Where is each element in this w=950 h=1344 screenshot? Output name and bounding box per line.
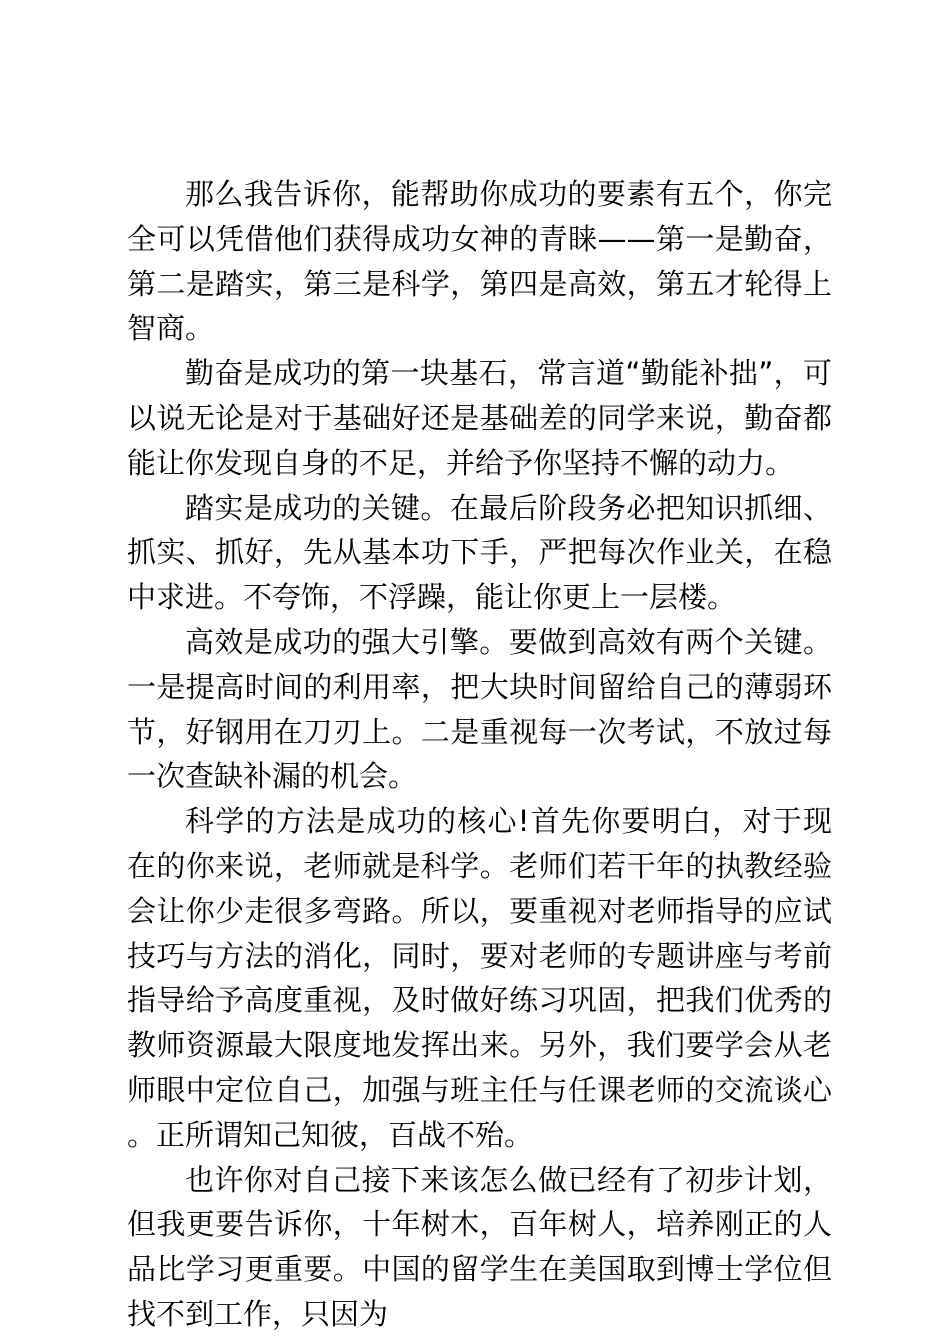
paragraph-steadiness: 踏实是成功的关键。在最后阶段务必把知识抓细、抓实、抓好，先从基本功下手，严把每次作业关，在稳中求进。不夸饰，不浮躁，能让你更上一层楼。: [127, 490, 832, 615]
paragraph-scientific-method: 科学的方法是成功的核心!首先你要明白，对于现在的你来说，老师就是科学。老师们若干年的执教经验会让你少走很多弯路。所以，要重视对老师指导的应试技巧与方法的消化，同时，要对老师的专题讲座与考前指导给予高度重视，及时做好练习巩固，把我们优秀的教师资源最大限度地发挥出来。另外，我们要学会从老师眼中定位自己，加强与班主任与任课老师的交流谈心。正所谓知己知彼，百战不殆。: [127, 804, 832, 1152]
paragraph-success-factors: 那么我告诉你，能帮助你成功的要素有五个，你完全可以凭借他们获得成功女神的青睐——第一是勤奋，第二是踏实，第三是科学，第四是高效，第五才轮得上智商。: [127, 177, 832, 346]
paragraph-diligence: 勤奋是成功的第一块基石，常言道“勤能补拙”，可以说无论是对于基础好还是基础差的同学来说，勤奋都能让你发现自身的不足，并给予你坚持不懈的动力。: [127, 356, 832, 480]
paragraph-efficiency: 高效是成功的强大引擎。要做到高效有两个关键。一是提高时间的利用率，把大块时间留给自己的薄弱环节，好钢用在刀刃上。二是重视每一次考试，不放过每一次查缺补漏的机会。: [127, 624, 832, 794]
document-body: [127, 172, 832, 1337]
paragraph-character: 也许你对自己接下来该怎么做已经有了初步计划，但我更要告诉你，十年树木，百年树人，培养刚正的人品比学习更重要。中国的留学生在美国取到博士学位但找不到工作，只因为: [127, 1162, 832, 1331]
